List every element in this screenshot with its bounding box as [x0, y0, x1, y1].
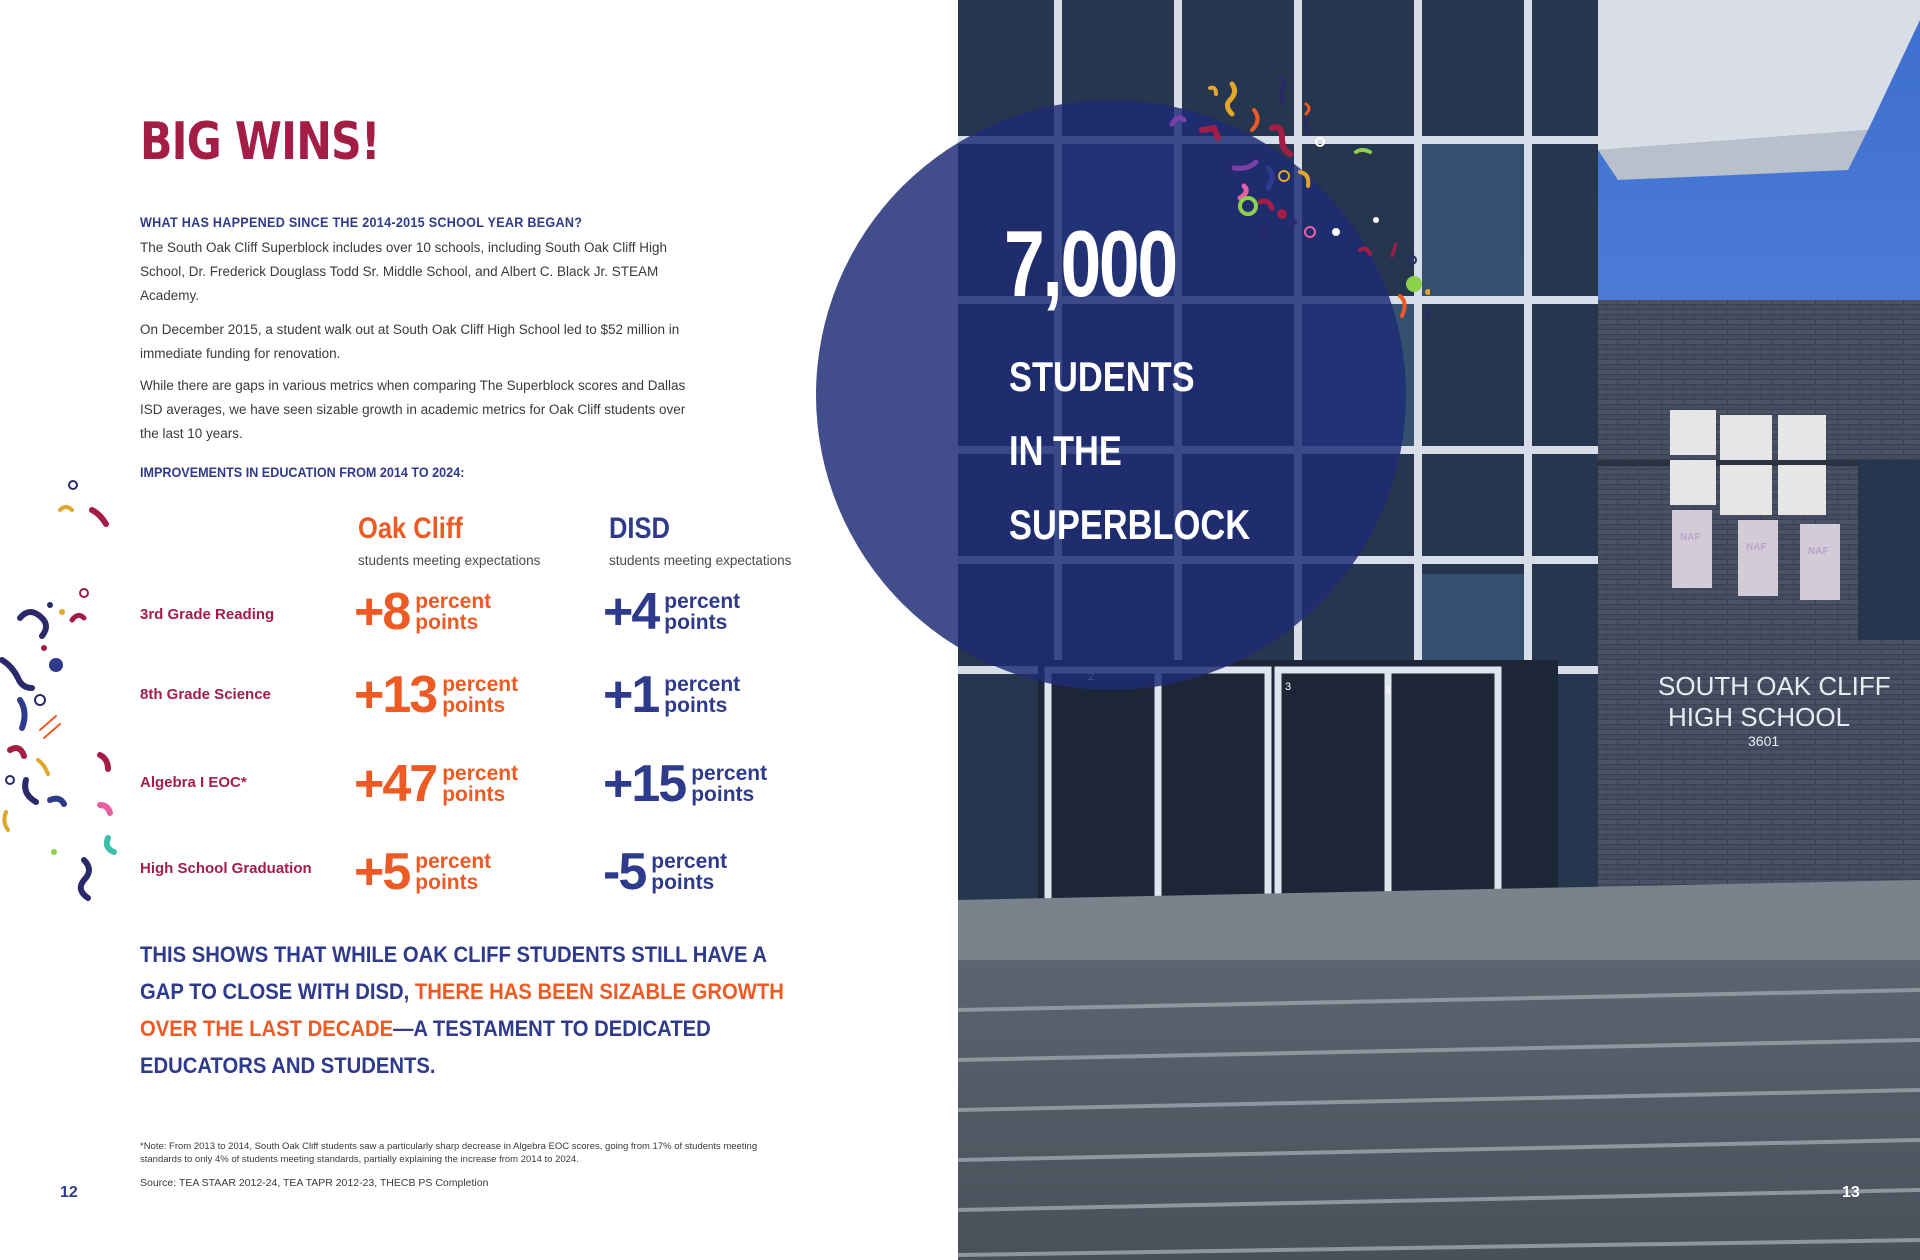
disd-column-title: DISD: [609, 512, 670, 545]
value-number: +13: [354, 666, 437, 724]
value-number: +8: [354, 583, 410, 641]
banner-naf-2: NAF: [1746, 542, 1767, 553]
value-oak-cliff-algebra-eoc: [354, 755, 519, 813]
sign-line-2: HIGH SCHOOL: [1668, 702, 1851, 732]
value-disd-algebra-eoc: [603, 755, 768, 813]
conclusion-statement: [140, 936, 788, 1084]
value-disd-high-school-graduation: [603, 843, 728, 901]
value-unit: percent points: [442, 762, 519, 806]
page-title: BIG WINS!: [140, 112, 380, 172]
hero-number: 7,000: [1004, 211, 1176, 316]
value-number: -5: [603, 843, 646, 901]
value-unit: percent points: [651, 850, 728, 894]
confetti-decoration-circle: [1160, 60, 1430, 320]
paragraph-metrics: While there are gaps in various metrics when comparing The Superblock scores and Dallas ISD averages, we have seen sizable growth in academic metrics for Oak Cliff students over the last 10 years.: [140, 378, 686, 441]
confetti-decoration-left: [0, 470, 120, 910]
value-unit: percent points: [415, 590, 492, 634]
value-number: +5: [354, 843, 410, 901]
value-disd-8th-grade-science: [603, 666, 741, 724]
value-disd-3rd-grade-reading: [603, 583, 741, 641]
door-number-3: 3: [1285, 681, 1292, 693]
value-number: +47: [354, 755, 437, 813]
row-label-3rd-grade-reading: 3rd Grade Reading: [140, 606, 275, 623]
source-note: Source: TEA STAAR 2012-24, TEA TAPR 2012-23, THECB PS Completion: [140, 1177, 489, 1189]
paragraph-superblock: The South Oak Cliff Superblock includes over 10 schools, including South Oak Cliff High School, Dr. Frederick Douglass Todd Sr. Middle School, and Albert C. Black Jr. STEAM Academy.: [140, 240, 668, 303]
disd-column-subtitle: students meeting expectations: [609, 553, 792, 568]
page-number-left: 12: [60, 1184, 78, 1201]
door-number-4: 4: [1385, 685, 1392, 697]
conclusion-highlight: THERE HAS BEEN SIZABLE GROWTH OVER THE LAST DECADE: [140, 979, 784, 1041]
banner-naf-1: NAF: [1680, 532, 1701, 543]
hero-label: STUDENTS IN THE SUPERBLOCK: [1009, 353, 1251, 548]
oak-cliff-column-title: Oak Cliff: [358, 512, 463, 545]
value-unit: percent points: [664, 673, 741, 717]
value-oak-cliff-high-school-graduation: [354, 843, 492, 901]
row-label-8th-grade-science: 8th Grade Science: [140, 686, 271, 703]
page-number-right: 13: [1842, 1184, 1860, 1201]
footnote: *Note: From 2013 to 2014, South Oak Cliff students saw a particularly sharp decrease in Algebra EOC scores, going from 17% of students meeting standards to only 4% of students meeting standards, partially explaining the increase from 2014 to 2024.: [140, 1141, 758, 1165]
value-oak-cliff-8th-grade-science: [354, 666, 519, 724]
row-label-algebra-eoc: Algebra I EOC*: [140, 774, 247, 791]
value-unit: percent points: [415, 850, 492, 894]
conclusion-part-2: —A TESTAMENT TO DEDICATED EDUCATORS AND STUDENTS.: [140, 1016, 711, 1078]
value-unit: percent points: [691, 762, 768, 806]
improvements-heading: IMPROVEMENTS IN EDUCATION FROM 2014 TO 2024:: [140, 464, 465, 480]
banner-naf-3: NAF: [1808, 546, 1829, 557]
left-page: [0, 0, 958, 1260]
question-heading: WHAT HAS HAPPENED SINCE THE 2014-2015 SCHOOL YEAR BEGAN?: [140, 214, 583, 230]
sign-line-1: SOUTH OAK CLIFF: [1658, 671, 1891, 701]
paragraph-walkout: On December 2015, a student walk out at South Oak Cliff High School led to $52 million in immediate funding for renovation.: [140, 322, 680, 361]
oak-cliff-column-subtitle: students meeting expectations: [358, 553, 541, 568]
value-unit: percent points: [442, 673, 519, 717]
value-unit: percent points: [664, 590, 741, 634]
conclusion-part-1: THIS SHOWS THAT WHILE OAK CLIFF STUDENTS STILL HAVE A GAP TO CLOSE WITH DISD,: [140, 942, 767, 1004]
value-number: +1: [603, 666, 659, 724]
sign-number: 3601: [1748, 733, 1780, 749]
value-oak-cliff-3rd-grade-reading: [354, 583, 492, 641]
row-label-high-school-graduation: High School Graduation: [140, 860, 312, 877]
value-number: +15: [603, 755, 686, 813]
value-number: +4: [603, 583, 659, 641]
